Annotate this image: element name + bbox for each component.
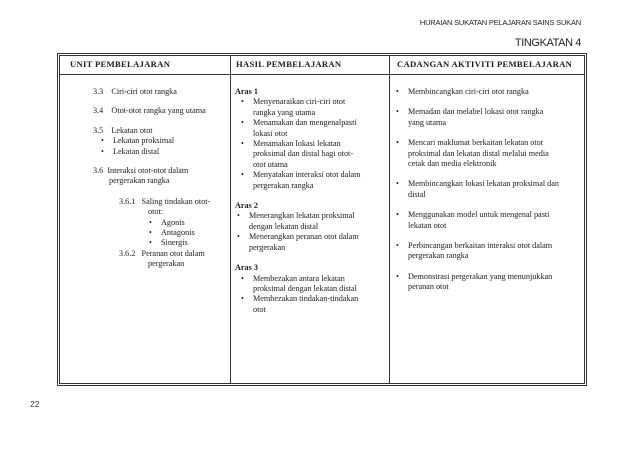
list-item: • Membezakan tindakan-tindakan <box>241 294 359 304</box>
list-item-continued: distal <box>408 189 426 199</box>
sub-unit-item-continued: otot: <box>148 207 164 217</box>
list-item: • Membincangkan lokasi lekatan proksimal dan <box>396 179 559 189</box>
list-item: • Menamakan dan mengenalpasti <box>241 118 357 128</box>
unit-item-continued: pergerakan rangka <box>109 176 170 186</box>
list-item: • Menerangkan lekatan proksimal <box>237 211 355 221</box>
sub-unit-item-continued: pergerakan <box>148 259 185 269</box>
list-item: • Lekatan proksimal <box>101 136 175 146</box>
list-item: • Lekatan distal <box>101 146 160 156</box>
unit-item: 3.6 Interaksi otot-otot dalam <box>93 166 189 176</box>
list-item: • Menyenaraikan ciri-ciri otot <box>241 97 346 107</box>
sub-unit-item: 3.6.2 Peranan otot dalam <box>119 248 205 258</box>
list-item-continued: rangka yang utama <box>253 107 316 117</box>
unit-column <box>93 87 210 270</box>
hasil-column <box>235 87 361 315</box>
page-number: 22 <box>30 399 40 409</box>
list-item-continued: proksimal dengan lekatan distal <box>253 283 357 293</box>
list-item: • Memadan dan melabel lokasi otot rangka <box>396 107 544 117</box>
column-divider <box>230 56 231 383</box>
list-item: • Menerangkan peranan otot dalam <box>237 232 359 242</box>
list-item: • Sinergis <box>149 238 188 248</box>
list-item: • Membincangkan ciri-ciri otot rangka <box>396 87 529 96</box>
cadangan-column <box>396 87 559 293</box>
list-item: • Membezakan antara lekatan <box>241 273 345 283</box>
list-item-continued: lekatan otot <box>408 220 447 230</box>
list-item-continued: proksimal dan distal bagi otot- <box>253 149 354 159</box>
column-header-unit: UNIT PEMBELAJARAN <box>70 59 171 69</box>
list-item: • Agonis <box>149 217 185 227</box>
list-item-continued: peranan otot <box>408 282 449 292</box>
list-item-continued: dengan lekatan distal <box>249 221 319 231</box>
list-item: • Mencari maklumat berkaitan lekatan otot <box>396 138 544 148</box>
document-header-title: HURAIAN SUKATAN PELAJARAN SAINS SUKAN <box>419 18 581 27</box>
list-item: • Antagonis <box>149 228 195 238</box>
list-item-continued: cetak dan media elektronik <box>408 159 497 169</box>
level-heading: Aras 2 <box>235 201 258 211</box>
list-item-continued: otot <box>253 304 266 314</box>
sub-unit-item: 3.6.1 Saling tindakan otot- <box>119 196 211 206</box>
list-item-continued: proksimal dan lekatan distal melalui media <box>408 148 549 158</box>
list-item-continued: yang utama <box>408 117 446 127</box>
list-item-continued: otot utama <box>253 159 288 169</box>
unit-item: 3.4 Otot-otot rangka yang utama <box>93 106 206 116</box>
column-divider <box>389 56 390 383</box>
list-item: • Menggunakan model untuk mengenal pasti <box>396 210 550 220</box>
list-item: • Perbincangan berkaitan interaksi otot dalam <box>396 241 553 251</box>
list-item: • Menamakan lokasi lekatan <box>241 139 341 149</box>
unit-item: 3.3 Ciri-ciri otot rangka <box>93 87 177 96</box>
list-item: • Menyatakan interaksi otot dalam <box>241 170 361 180</box>
list-item-continued: pergerakan <box>249 242 286 252</box>
syllabus-table <box>57 53 587 386</box>
column-header-hasil: HASIL PEMBELAJARAN <box>236 59 342 69</box>
list-item: • Demonstrasi pergerakan yang menunjukkan <box>396 271 553 281</box>
level-heading: Aras 3 <box>235 263 258 273</box>
unit-item: 3.5 Lekatan otot <box>93 125 153 135</box>
document-header-form: TINGKATAN 4 <box>514 37 581 49</box>
list-item-continued: pergerakan rangka <box>408 251 469 261</box>
list-item-continued: lokasi otot <box>253 128 288 138</box>
table-header-row <box>60 56 584 75</box>
column-header-cadangan: CADANGAN AKTIVITI PEMBELAJARAN <box>397 59 573 69</box>
level-heading: Aras 1 <box>235 87 258 96</box>
list-item-continued: pergerakan rangka <box>253 180 314 190</box>
